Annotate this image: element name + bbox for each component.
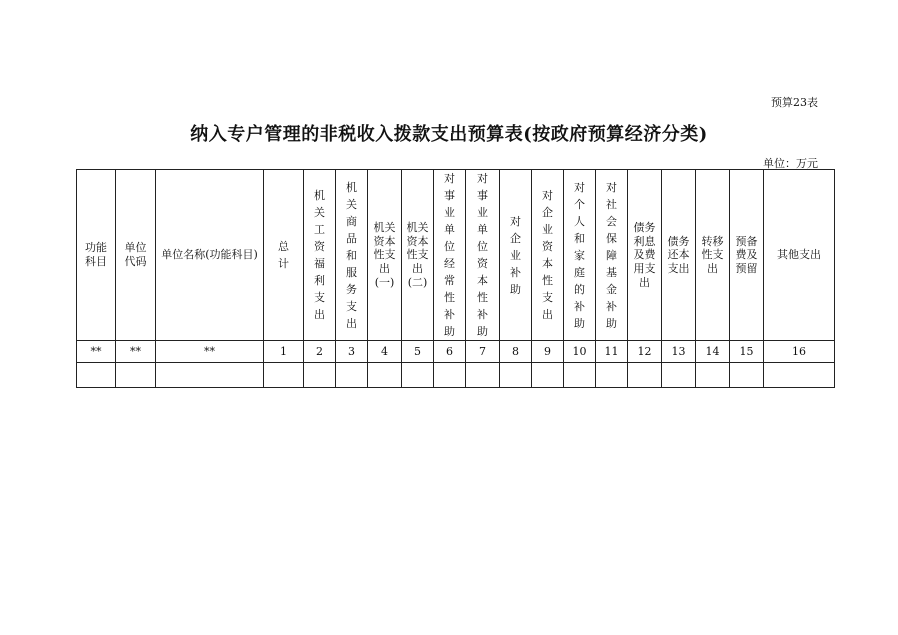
table-number: 预算23表: [771, 96, 818, 109]
data-cell: [434, 363, 466, 388]
header-cell-social-security-subsidy: 对社会保障基金补助: [596, 170, 628, 341]
code-cell: 5: [402, 341, 434, 363]
budget-table: [76, 169, 835, 388]
code-cell: 12: [628, 341, 662, 363]
header-cell-institution-regular-subsidy: 对事业单位经常性补助: [434, 170, 466, 341]
header-cell-household-subsidy: 对个人和家庭的补助: [564, 170, 596, 341]
header-cell-salary: 机关工资福利支出: [304, 170, 336, 341]
code-cell: 16: [764, 341, 835, 363]
code-cell: 3: [336, 341, 368, 363]
code-cell: **: [116, 341, 156, 363]
code-cell: 10: [564, 341, 596, 363]
code-cell: 9: [532, 341, 564, 363]
data-cell: [500, 363, 532, 388]
header-cell-capital-1: 机关资本性支出(一): [368, 170, 402, 341]
header-cell-unit-code: 单位代码: [116, 170, 156, 341]
data-cell: [466, 363, 500, 388]
data-cell: [156, 363, 264, 388]
data-cell: [116, 363, 156, 388]
data-cell: [304, 363, 336, 388]
empty-data-row: [77, 363, 835, 388]
header-cell-enterprise-capital: 对企业资本性支出: [532, 170, 564, 341]
header-cell-capital-2: 机关资本性支出(二): [402, 170, 434, 341]
code-cell: 7: [466, 341, 500, 363]
data-cell: [628, 363, 662, 388]
data-cell: [402, 363, 434, 388]
header-row: [77, 170, 835, 341]
code-cell: **: [156, 341, 264, 363]
page-title: 纳入专户管理的非税收入拨款支出预算表(按政府预算经济分类): [190, 124, 708, 145]
data-cell: [764, 363, 835, 388]
code-cell: 6: [434, 341, 466, 363]
data-cell: [77, 363, 116, 388]
header-cell-function-subject: 功能科目: [77, 170, 116, 341]
code-cell: 15: [730, 341, 764, 363]
code-cell: 1: [264, 341, 304, 363]
data-cell: [368, 363, 402, 388]
header-cell-debt-principal: 债务还本支出: [662, 170, 696, 341]
data-cell: [596, 363, 628, 388]
header-cell-other: 其他支出: [764, 170, 835, 341]
data-cell: [696, 363, 730, 388]
header-cell-unit-name: 单位名称(功能科目): [156, 170, 264, 341]
header-cell-enterprise-subsidy: 对企业补助: [500, 170, 532, 341]
data-cell: [730, 363, 764, 388]
data-cell: [336, 363, 368, 388]
code-cell: **: [77, 341, 116, 363]
code-cell: 13: [662, 341, 696, 363]
code-cell: 4: [368, 341, 402, 363]
data-cell: [532, 363, 564, 388]
header-cell-transfer: 转移性支出: [696, 170, 730, 341]
header-cell-debt-interest: 债务利息及费用支出: [628, 170, 662, 341]
code-row: [77, 341, 835, 363]
header-cell-goods-services: 机关商品和服务支出: [336, 170, 368, 341]
code-cell: 2: [304, 341, 336, 363]
unit-label: 单位：万元: [763, 157, 818, 170]
data-cell: [564, 363, 596, 388]
header-cell-total: 总计: [264, 170, 304, 341]
header-cell-reserve: 预备费及预留: [730, 170, 764, 341]
data-cell: [662, 363, 696, 388]
code-cell: 14: [696, 341, 730, 363]
data-cell: [264, 363, 304, 388]
code-cell: 8: [500, 341, 532, 363]
header-cell-institution-capital-subsidy: 对事业单位资本性补助: [466, 170, 500, 341]
code-cell: 11: [596, 341, 628, 363]
